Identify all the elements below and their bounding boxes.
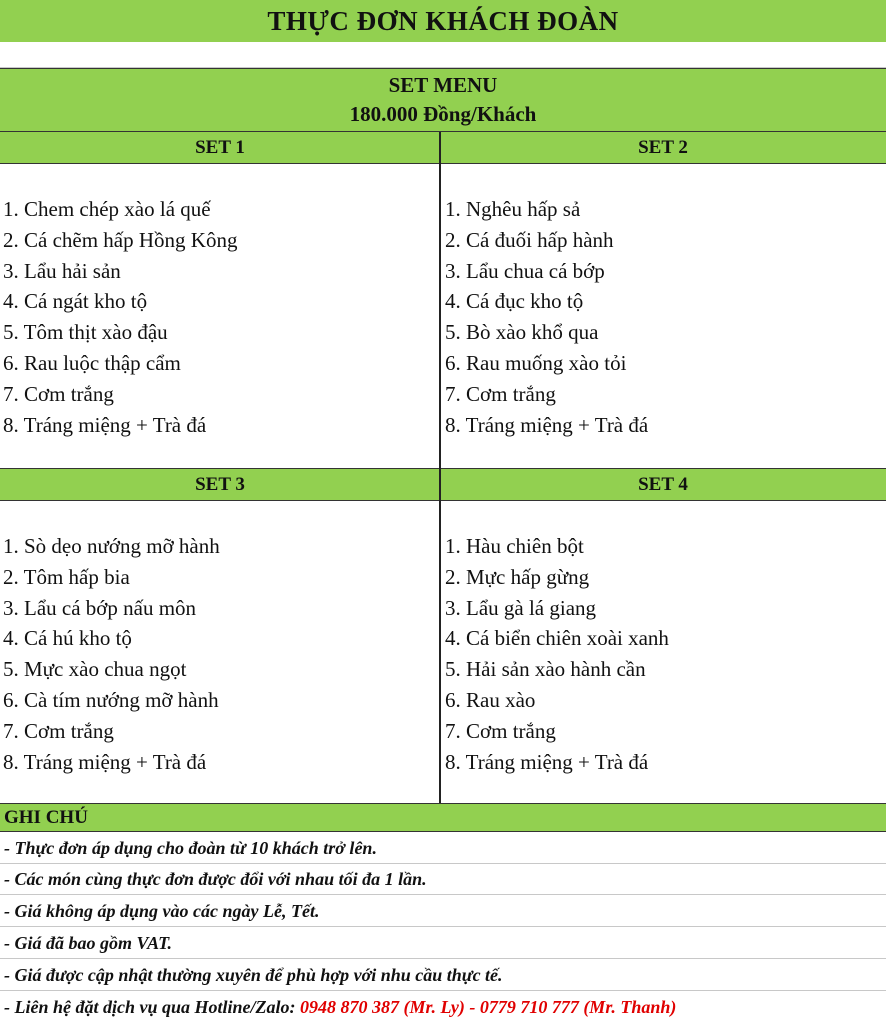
menu-item: 2. Cá đuối hấp hành [445,227,614,252]
note-line: - Giá đã bao gồm VAT. [0,928,886,959]
set-menu-header [0,68,886,132]
menu-item: 7. Cơm trắng [445,718,556,743]
set-3-items [0,531,440,777]
menu-item: 1. Nghêu hấp sả [445,197,581,221]
menu-item: 1. Chem chép xào lá quế [3,197,211,221]
set-1-items [0,194,440,440]
contact-label: - Liên hệ đặt dịch vụ qua Hotline/Zalo: [4,997,296,1017]
menu-item: 7. Cơm trắng [3,718,114,743]
note-line: - Giá được cập nhật thường xuyên để phù hợp với nhu cầu thực tế. [0,960,886,991]
notes-heading: GHI CHÚ [0,803,886,832]
set-1-header: SET 1 [0,132,440,164]
menu-item: 2. Tôm hấp bia [3,564,130,589]
set-2-header: SET 2 [440,132,886,164]
menu-item: 4. Cá đục kho tộ [445,289,584,314]
set-4-header: SET 4 [440,469,886,501]
menu-item: 5. Tôm thịt xào đậu [3,320,168,345]
page-title: THỰC ĐƠN KHÁCH ĐOÀN [0,0,886,42]
set-menu-label: SET MENU [388,73,498,97]
spacer-row [0,42,886,68]
menu-item: 7. Cơm trắng [3,381,114,406]
menu-item: 5. Hải sản xào hành cần [445,657,646,682]
set-3-body [0,501,440,803]
menu-item: 4. Cá biển chiên xoài xanh [445,626,669,651]
menu-item: 5. Bò xào khổ qua [445,320,599,345]
contact-line [0,992,886,1023]
menu-item: 8. Tráng miệng + Trà đá [445,749,649,774]
menu-item: 1. Sò dẹo nướng mỡ hành [3,534,220,558]
menu-item: 1. Hàu chiên bột [445,534,584,558]
menu-item: 5. Mực xào chua ngọt [3,657,187,682]
set-4-body [442,501,886,803]
menu-item: 8. Tráng miệng + Trà đá [3,749,207,774]
menu-item: 6. Rau luộc thập cẩm [3,350,181,375]
set-4-items [442,531,886,777]
set-3-header: SET 3 [0,469,440,501]
menu-item: 3. Lẩu cá bớp nấu môn [3,595,197,620]
menu-item: 3. Lẩu hải sản [3,258,121,283]
menu-item: 8. Tráng miệng + Trà đá [3,412,207,437]
menu-item: 4. Cá ngát kho tộ [3,289,148,314]
menu-item: 3. Lẩu chua cá bớp [445,258,605,283]
set-1-body [0,164,440,468]
hotline-numbers[interactable]: 0948 870 387 (Mr. Ly) - 0779 710 777 (Mr. Thanh) [300,997,677,1017]
menu-item: 8. Tráng miệng + Trà đá [445,412,649,437]
note-line: - Thực đơn áp dụng cho đoàn từ 10 khách trở lên. [0,833,886,864]
note-line: - Các món cùng thực đơn được đổi với nhau tối đa 1 lần. [0,864,886,895]
menu-item: 6. Rau xào [445,687,536,712]
note-line: - Giá không áp dụng vào các ngày Lễ, Tết. [0,896,886,927]
menu-item: 2. Mực hấp gừng [445,564,590,589]
set-2-items [442,194,886,440]
column-divider [439,132,441,803]
set-menu-price: 180.000 Đồng/Khách [349,102,537,126]
menu-item: 7. Cơm trắng [445,381,556,406]
menu-item: 6. Rau muống xào tỏi [445,350,627,375]
menu-item: 6. Cà tím nướng mỡ hành [3,687,219,712]
menu-item: 3. Lẩu gà lá giang [445,595,597,620]
menu-item: 2. Cá chẽm hấp Hồng Kông [3,227,238,252]
set-2-body [442,164,886,468]
menu-item: 4. Cá hú kho tộ [3,626,132,651]
